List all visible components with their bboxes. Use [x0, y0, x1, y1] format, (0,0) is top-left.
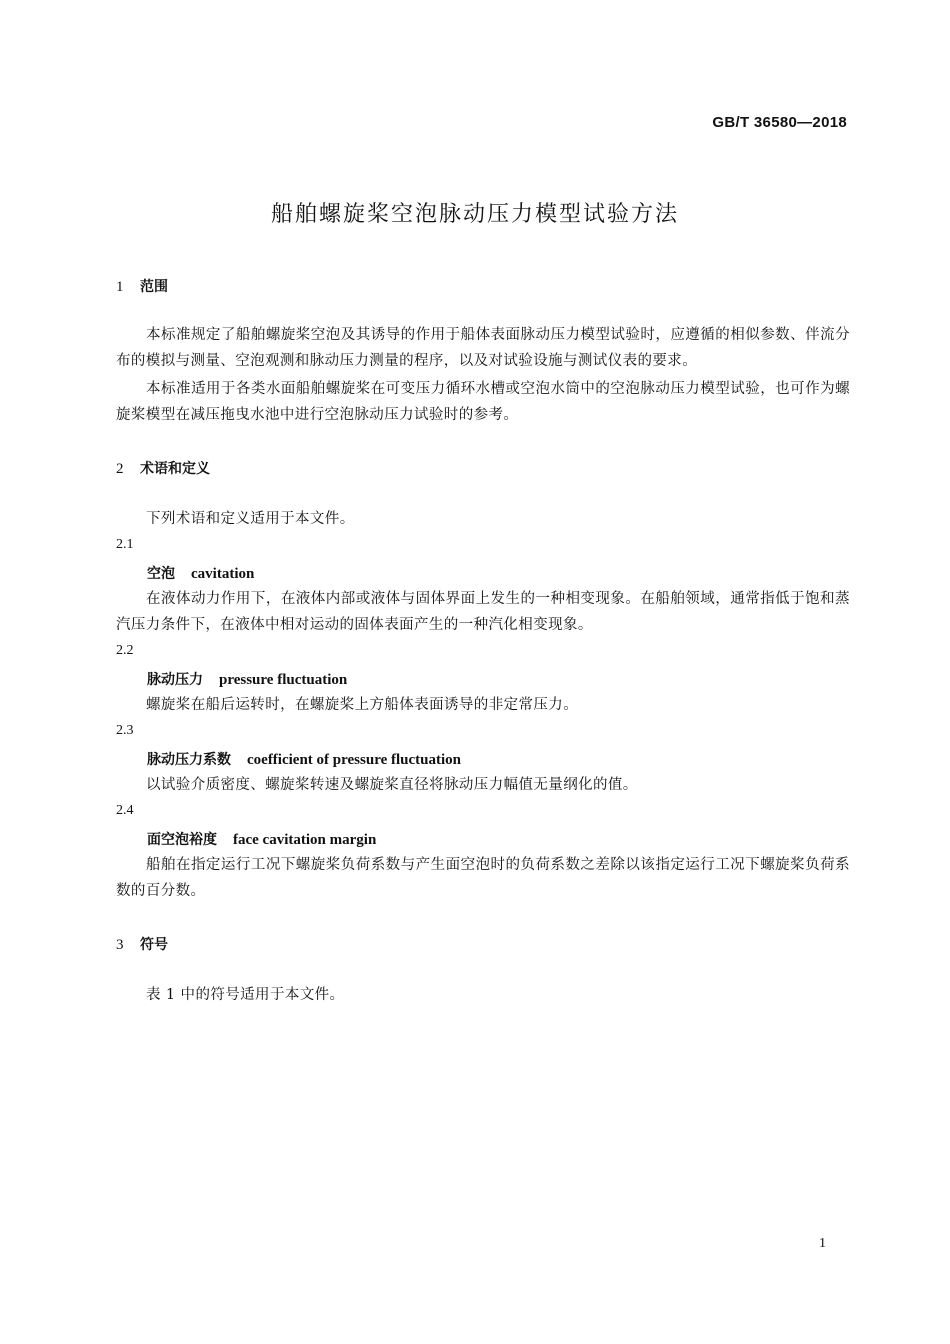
terms-intro: 下列术语和定义适用于本文件。 — [146, 511, 355, 527]
term-definition: 船舶在指定运行工况下螺旋桨负荷系数与产生面空泡时的负荷系数之差除以该指定运行工况下螺旋桨负荷系数的百分数。 — [116, 857, 850, 899]
term-heading — [147, 829, 376, 849]
term-number: 2.1 — [116, 537, 134, 552]
term-definition: 在液体动力作用下，在液体内部或液体与固体界面上发生的一种相变现象。在船舶领域，通常指低于饱和蒸汽压力条件下，在液体中相对运动的固体表面产生的一种汽化相变现象。 — [116, 591, 850, 633]
term-number: 2.2 — [116, 643, 134, 658]
term-heading — [147, 563, 254, 583]
term-cn: 空泡 — [147, 566, 175, 582]
term-heading — [147, 669, 347, 689]
scope-paragraph-1: 本标准规定了船舶螺旋桨空泡及其诱导的作用于船体表面脉动压力模型试验时，应遵循的相似参数、伴流分布的模拟与测量、空泡观测和脉动压力测量的程序，以及对试验设施与测试仪表的要求。 — [116, 327, 850, 369]
section-1-heading — [116, 276, 168, 296]
section-3-heading — [116, 934, 168, 954]
term-en: pressure fluctuation — [219, 672, 348, 688]
term-cn: 脉动压力系数 — [147, 752, 231, 768]
term-heading — [147, 749, 461, 769]
term-en: face cavitation margin — [233, 832, 377, 848]
document-title: 船舶螺旋桨空泡脉动压力模型试验方法 — [270, 202, 679, 227]
section-1-title: 范围 — [140, 279, 168, 295]
term-en: cavitation — [191, 566, 255, 582]
page-number: 1 — [819, 1236, 826, 1251]
section-1-number: 1 — [116, 279, 124, 295]
section-2-title: 术语和定义 — [140, 461, 210, 477]
term-en: coefficient of pressure fluctuation — [247, 752, 461, 768]
term-cn: 脉动压力 — [147, 672, 203, 688]
section-3-number: 3 — [116, 937, 124, 953]
standard-code: GB/T 36580—2018 — [712, 114, 847, 131]
symbols-paragraph: 表 1 中的符号适用于本文件。 — [146, 987, 345, 1003]
term-definition: 螺旋桨在船后运转时，在螺旋桨上方船体表面诱导的非定常压力。 — [146, 697, 579, 713]
term-number: 2.4 — [116, 803, 134, 818]
section-3-title: 符号 — [140, 937, 168, 953]
section-2-heading — [116, 458, 210, 478]
term-number: 2.3 — [116, 723, 134, 738]
term-cn: 面空泡裕度 — [147, 832, 217, 848]
term-definition: 以试验介质密度、螺旋桨转速及螺旋桨直径将脉动压力幅值无量纲化的值。 — [146, 777, 638, 793]
section-2-number: 2 — [116, 461, 124, 477]
scope-paragraph-2: 本标准适用于各类水面船舶螺旋桨在可变压力循环水槽或空泡水筒中的空泡脉动压力模型试验，也可作为螺旋桨模型在减压拖曳水池中进行空泡脉动压力试验时的参考。 — [116, 381, 850, 423]
